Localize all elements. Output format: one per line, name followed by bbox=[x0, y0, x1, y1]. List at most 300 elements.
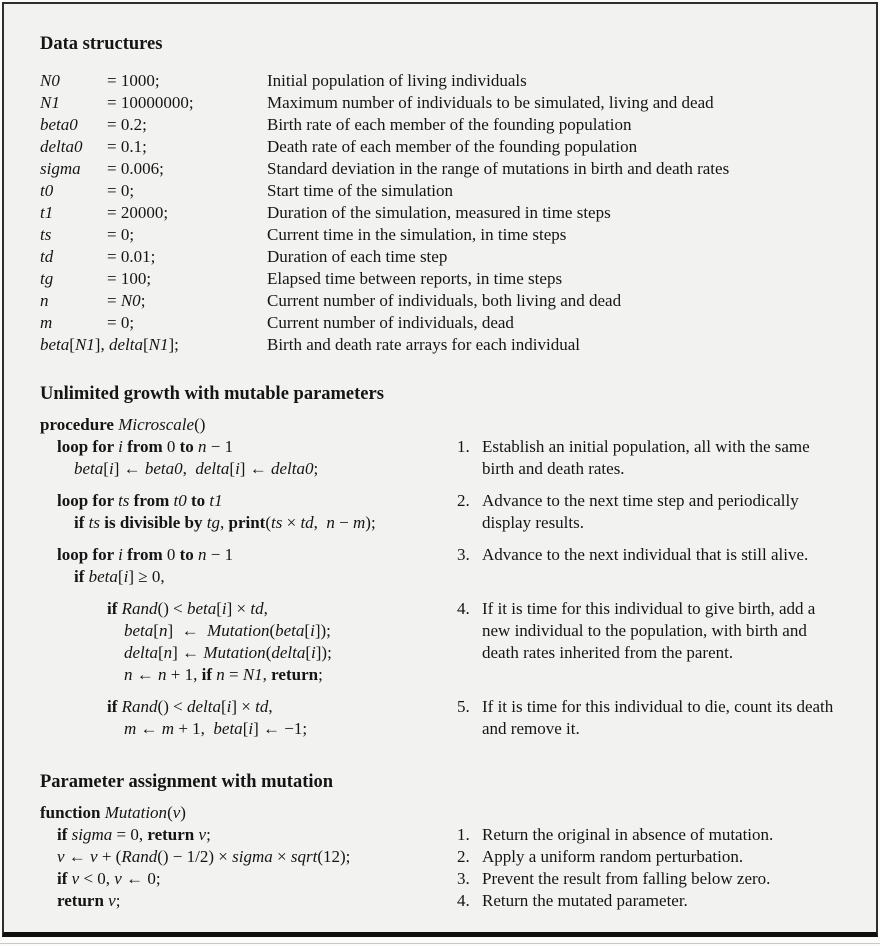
code-segment: loop for bbox=[57, 491, 119, 510]
algorithm-figure-frame bbox=[2, 2, 878, 937]
variable-name bbox=[40, 136, 107, 158]
code-lines bbox=[40, 436, 457, 480]
variable-cell bbox=[40, 158, 267, 180]
code-segment: = bbox=[224, 665, 243, 684]
code-line bbox=[40, 490, 457, 512]
code-block bbox=[40, 890, 842, 912]
code-segment: td bbox=[300, 513, 314, 532]
code-line bbox=[40, 846, 457, 868]
code-segment: i bbox=[118, 545, 123, 564]
variable-cell bbox=[40, 334, 267, 356]
code-line bbox=[40, 868, 457, 890]
code-segment: delta bbox=[186, 697, 221, 716]
annotation bbox=[457, 436, 842, 480]
variable-name bbox=[40, 202, 107, 224]
annotation-number: 1. bbox=[457, 825, 470, 844]
annotation bbox=[457, 490, 842, 534]
code-segment: tg bbox=[40, 269, 54, 288]
code-segment: N0 bbox=[40, 71, 60, 90]
code-segment: v bbox=[198, 825, 207, 844]
page-bottom-edge bbox=[0, 943, 880, 944]
code-segment: ( bbox=[265, 513, 271, 532]
table-row bbox=[40, 114, 842, 136]
variable-description: Maximum number of individuals to be simulated, living and dead bbox=[267, 93, 714, 112]
code-segment: , bbox=[182, 459, 196, 478]
code-column bbox=[40, 414, 457, 436]
code-segment: n bbox=[158, 621, 168, 640]
code-segment: is divisible by bbox=[99, 513, 207, 532]
code-segment: = 0.01; bbox=[107, 247, 156, 266]
code-segment: [ bbox=[153, 621, 159, 640]
code-segment: td bbox=[40, 247, 54, 266]
code-lines bbox=[40, 490, 457, 534]
code-block bbox=[40, 414, 842, 436]
code-line bbox=[40, 598, 457, 620]
code-segment: sigma bbox=[71, 825, 113, 844]
code-segment: delta0 bbox=[270, 459, 314, 478]
code-segment: i bbox=[118, 437, 123, 456]
code-segment: i bbox=[108, 459, 114, 478]
code-segment: , bbox=[262, 665, 272, 684]
data-structures-table bbox=[40, 70, 842, 356]
code-segment: − bbox=[334, 513, 354, 532]
code-lines bbox=[40, 890, 457, 912]
table-row bbox=[40, 246, 842, 268]
code-line bbox=[40, 436, 457, 458]
code-segment: from bbox=[122, 545, 167, 564]
code-segment: [ bbox=[304, 621, 311, 640]
code-line bbox=[40, 544, 457, 566]
code-segment: beta bbox=[124, 621, 154, 640]
code-segment: if bbox=[107, 697, 122, 716]
code-segment: Microscale bbox=[118, 415, 195, 434]
code-segment: sigma bbox=[40, 159, 81, 178]
code-segment: ]; bbox=[168, 335, 179, 354]
code-segment: ] ← bbox=[167, 621, 208, 640]
table-row bbox=[40, 70, 842, 92]
code-block bbox=[40, 846, 842, 868]
code-segment: beta bbox=[275, 621, 305, 640]
variable-cell bbox=[40, 202, 267, 224]
code-lines bbox=[40, 696, 457, 740]
code-segment: ts bbox=[88, 513, 100, 532]
code-segment: beta bbox=[40, 335, 70, 354]
code-line bbox=[40, 890, 457, 912]
code-column bbox=[40, 436, 457, 480]
variable-name bbox=[40, 334, 179, 356]
code-lines bbox=[40, 802, 457, 824]
code-line bbox=[40, 696, 457, 718]
code-segment: function bbox=[40, 803, 105, 822]
variable-value bbox=[107, 92, 194, 114]
code-segment: v bbox=[114, 869, 122, 888]
annotation-number: 4. bbox=[457, 891, 470, 910]
code-segment: = 0; bbox=[107, 313, 135, 332]
code-segment: beta bbox=[88, 567, 118, 586]
variable-value bbox=[107, 290, 145, 312]
code-segment: () < bbox=[157, 599, 187, 618]
code-segment: v bbox=[90, 847, 98, 866]
code-segment: n bbox=[40, 291, 49, 310]
code-segment: , bbox=[219, 513, 229, 532]
code-segment: ) bbox=[180, 803, 186, 822]
annotation-text: If it is time for this individual to give birth, add a new individual to the population, with birth and death rates inherited from the parent. bbox=[482, 599, 816, 662]
code-segment: i bbox=[310, 621, 315, 640]
variable-cell bbox=[40, 268, 267, 290]
code-line bbox=[40, 664, 457, 686]
code-segment: + ( bbox=[97, 847, 122, 866]
code-segment: N1 bbox=[148, 335, 169, 354]
variable-value bbox=[107, 114, 147, 136]
code-segment: ts bbox=[271, 513, 283, 532]
code-block bbox=[40, 436, 842, 480]
code-segment: ; bbox=[115, 891, 121, 910]
code-lines bbox=[40, 846, 457, 868]
code-segment: = 1000; bbox=[107, 71, 160, 90]
code-segment: i bbox=[311, 643, 316, 662]
code-segment: − 1 bbox=[206, 545, 234, 564]
code-segment: if bbox=[57, 825, 72, 844]
annotation bbox=[457, 868, 842, 890]
code-block bbox=[40, 598, 842, 686]
code-segment: 0 bbox=[166, 437, 176, 456]
code-segment: , bbox=[313, 513, 327, 532]
variable-value bbox=[107, 312, 134, 334]
code-segment: beta bbox=[213, 719, 243, 738]
code-segment: Mutation bbox=[104, 803, 168, 822]
annotation-text: Apply a uniform random perturbation. bbox=[482, 847, 744, 866]
code-segment: i bbox=[248, 719, 254, 738]
section-heading-microscale: Unlimited growth with mutable parameters bbox=[40, 384, 384, 404]
variable-description: Birth and death rate arrays for each individual bbox=[267, 335, 580, 354]
annotation bbox=[457, 696, 842, 740]
code-segment: ( bbox=[269, 621, 276, 640]
code-segment: = 0; bbox=[107, 181, 135, 200]
code-segment: i bbox=[235, 459, 240, 478]
section-heading-mutation: Parameter assignment with mutation bbox=[40, 772, 334, 792]
table-row bbox=[40, 92, 842, 114]
code-segment: delta bbox=[195, 459, 230, 478]
code-segment: × bbox=[272, 847, 291, 866]
code-segment: Rand bbox=[121, 697, 158, 716]
table-row bbox=[40, 202, 842, 224]
code-column bbox=[40, 846, 457, 868]
code-line bbox=[40, 718, 457, 740]
annotation bbox=[457, 846, 842, 868]
code-segment: if bbox=[201, 665, 217, 684]
code-segment: + 1, bbox=[174, 719, 214, 738]
code-segment: if bbox=[57, 869, 72, 888]
code-segment: td bbox=[255, 697, 269, 716]
code-segment: [ bbox=[216, 599, 222, 618]
table-row bbox=[40, 136, 842, 158]
code-segment: = 0, bbox=[112, 825, 148, 844]
variable-cell bbox=[40, 246, 267, 268]
code-line bbox=[40, 824, 457, 846]
code-segment: N0 bbox=[120, 291, 141, 310]
variable-cell bbox=[40, 92, 267, 114]
code-segment: ] ← bbox=[113, 459, 145, 478]
code-segment: ← bbox=[136, 719, 162, 738]
annotation bbox=[457, 824, 842, 846]
annotation-text: Advance to the next individual that is still alive. bbox=[482, 545, 809, 564]
code-lines bbox=[40, 414, 457, 436]
code-segment: 0 bbox=[166, 545, 176, 564]
code-segment: td bbox=[250, 599, 264, 618]
variable-name bbox=[40, 92, 107, 114]
variable-description: Death rate of each member of the founding population bbox=[267, 137, 638, 156]
annotation-number: 4. bbox=[457, 599, 470, 618]
variable-cell bbox=[40, 114, 267, 136]
code-segment: beta0 bbox=[40, 115, 78, 134]
code-segment: ]); bbox=[314, 621, 331, 640]
code-block bbox=[40, 490, 842, 534]
annotation-number: 2. bbox=[457, 491, 470, 510]
code-segment: procedure bbox=[40, 415, 119, 434]
code-lines bbox=[40, 544, 457, 588]
variable-value bbox=[107, 202, 168, 224]
code-block bbox=[40, 544, 842, 588]
code-segment: [ bbox=[103, 459, 109, 478]
annotation bbox=[457, 890, 842, 912]
code-segment: v bbox=[108, 891, 116, 910]
mutation-section bbox=[40, 770, 842, 912]
code-segment: n bbox=[124, 665, 133, 684]
code-segment: ], bbox=[94, 335, 109, 354]
code-segment: m bbox=[124, 719, 137, 738]
annotation-number: 5. bbox=[457, 697, 470, 716]
code-segment: return bbox=[147, 825, 199, 844]
code-column bbox=[40, 868, 457, 890]
code-segment: to bbox=[175, 437, 199, 456]
code-block bbox=[40, 824, 842, 846]
code-segment: return bbox=[57, 891, 109, 910]
annotation-text: Return the original in absence of mutation. bbox=[482, 825, 774, 844]
code-column bbox=[40, 598, 457, 686]
code-segment: ( bbox=[265, 643, 272, 662]
code-column bbox=[40, 890, 457, 912]
code-segment: ← bbox=[64, 847, 91, 866]
annotation-text: Advance to the next time step and periodically display results. bbox=[482, 491, 799, 532]
code-segment: from bbox=[122, 437, 167, 456]
code-segment: [ bbox=[242, 719, 249, 738]
code-segment: = 0.1; bbox=[107, 137, 147, 156]
table-row bbox=[40, 180, 842, 202]
section-heading-data-structures: Data structures bbox=[40, 34, 163, 54]
code-segment: Rand bbox=[121, 599, 158, 618]
code-segment: × bbox=[282, 513, 301, 532]
code-segment: ; bbox=[140, 291, 146, 310]
code-segment: to bbox=[186, 491, 210, 510]
code-segment: () − 1/2) × bbox=[157, 847, 233, 866]
code-segment: = 0.006; bbox=[107, 159, 164, 178]
code-segment: loop for bbox=[57, 437, 119, 456]
variable-name bbox=[40, 114, 107, 136]
variable-name bbox=[40, 312, 107, 334]
code-segment: tg bbox=[206, 513, 220, 532]
microscale-section bbox=[40, 382, 842, 740]
code-segment: ] ← −1; bbox=[253, 719, 308, 738]
code-segment: i bbox=[226, 697, 232, 716]
code-segment: beta bbox=[74, 459, 104, 478]
code-block bbox=[40, 868, 842, 890]
code-segment: ts bbox=[118, 491, 130, 510]
code-column bbox=[40, 824, 457, 846]
code-segment: m bbox=[353, 513, 366, 532]
code-segment: ( bbox=[167, 803, 173, 822]
code-segment: [ bbox=[69, 335, 75, 354]
code-segment: m bbox=[40, 313, 53, 332]
code-segment: i bbox=[123, 567, 129, 586]
code-segment: delta bbox=[271, 643, 306, 662]
annotation-number: 3. bbox=[457, 869, 470, 888]
variable-description: Start time of the simulation bbox=[267, 181, 454, 200]
mutation-code-blocks bbox=[40, 802, 842, 912]
variable-cell bbox=[40, 136, 267, 158]
code-segment: i bbox=[221, 599, 227, 618]
table-row bbox=[40, 224, 842, 246]
annotation-number: 2. bbox=[457, 847, 470, 866]
code-segment: ] ← bbox=[172, 643, 204, 662]
code-segment: ts bbox=[40, 225, 52, 244]
code-segment: [ bbox=[220, 697, 227, 716]
code-segment: Mutation bbox=[207, 621, 270, 640]
code-segment: print bbox=[228, 513, 266, 532]
code-segment: n bbox=[198, 545, 207, 564]
code-segment: ); bbox=[365, 513, 376, 532]
code-lines bbox=[40, 868, 457, 890]
annotation-number: 3. bbox=[457, 545, 470, 564]
code-segment: [ bbox=[229, 459, 236, 478]
table-row bbox=[40, 334, 842, 356]
code-segment: delta bbox=[124, 643, 158, 662]
variable-value bbox=[107, 268, 151, 290]
variable-value bbox=[107, 158, 164, 180]
variable-description: Current time in the simulation, in time steps bbox=[267, 225, 567, 244]
code-column bbox=[40, 490, 457, 534]
annotation-text: If it is time for this individual to die, count its death and remove it. bbox=[482, 697, 834, 738]
code-segment: N1 bbox=[242, 665, 263, 684]
code-segment: n bbox=[326, 513, 335, 532]
code-segment: = 0; bbox=[107, 225, 135, 244]
variable-name bbox=[40, 180, 107, 202]
data-structures-section bbox=[40, 32, 842, 356]
variable-description: Current number of individuals, dead bbox=[267, 313, 514, 332]
code-segment: ] × bbox=[226, 599, 251, 618]
code-segment: − 1 bbox=[206, 437, 234, 456]
code-lines bbox=[40, 824, 457, 846]
code-segment: if bbox=[74, 513, 89, 532]
table-row bbox=[40, 290, 842, 312]
code-line bbox=[40, 414, 457, 436]
code-segment: beta bbox=[186, 599, 217, 618]
code-line bbox=[40, 802, 457, 824]
code-line bbox=[40, 620, 457, 642]
code-segment: from bbox=[129, 491, 174, 510]
code-line bbox=[40, 458, 457, 480]
annotation bbox=[457, 598, 842, 664]
code-line bbox=[40, 566, 457, 588]
code-segment: v bbox=[57, 847, 65, 866]
code-segment: ← bbox=[132, 665, 158, 684]
code-column bbox=[40, 544, 457, 588]
code-segment: t0 bbox=[40, 181, 54, 200]
code-segment: Rand bbox=[121, 847, 158, 866]
variable-cell bbox=[40, 290, 267, 312]
code-segment: = 20000; bbox=[107, 203, 169, 222]
code-segment: = 100; bbox=[107, 269, 152, 288]
variable-cell bbox=[40, 70, 267, 92]
code-segment: n bbox=[158, 665, 167, 684]
code-segment: n bbox=[216, 665, 225, 684]
variable-value bbox=[107, 224, 134, 246]
code-lines bbox=[40, 598, 457, 686]
code-line bbox=[40, 512, 457, 534]
code-segment: ] × bbox=[231, 697, 256, 716]
code-segment: () bbox=[194, 415, 206, 434]
variable-cell bbox=[40, 180, 267, 202]
variable-description: Elapsed time between reports, in time steps bbox=[267, 269, 563, 288]
variable-description: Standard deviation in the range of mutations in birth and death rates bbox=[267, 159, 730, 178]
variable-description: Duration of each time step bbox=[267, 247, 448, 266]
variable-cell bbox=[40, 312, 267, 334]
code-block bbox=[40, 802, 842, 824]
code-segment: return bbox=[271, 665, 319, 684]
variable-name bbox=[40, 268, 107, 290]
annotation bbox=[457, 544, 842, 566]
variable-name bbox=[40, 70, 107, 92]
annotation-text: Prevent the result from falling below zero. bbox=[482, 869, 771, 888]
variable-description: Birth rate of each member of the founding population bbox=[267, 115, 632, 134]
variable-cell bbox=[40, 224, 267, 246]
variable-name bbox=[40, 158, 107, 180]
variable-name bbox=[40, 246, 107, 268]
code-segment: () < bbox=[157, 697, 187, 716]
annotation-number: 1. bbox=[457, 437, 470, 456]
code-segment: m bbox=[161, 719, 175, 738]
code-segment: [ bbox=[158, 643, 164, 662]
table-row bbox=[40, 158, 842, 180]
code-segment: + 1, bbox=[166, 665, 202, 684]
code-segment: t1 bbox=[40, 203, 54, 222]
code-segment: beta0 bbox=[144, 459, 183, 478]
code-segment: n bbox=[163, 643, 173, 662]
annotation-text: Establish an initial population, all with the same birth and death rates. bbox=[482, 437, 810, 478]
code-segment: N1 bbox=[74, 335, 95, 354]
code-segment: = bbox=[107, 291, 121, 310]
code-segment: = 0.2; bbox=[107, 115, 147, 134]
code-segment: Mutation bbox=[203, 643, 266, 662]
variable-value bbox=[107, 246, 155, 268]
code-segment: ; bbox=[206, 825, 211, 844]
code-segment: ; bbox=[318, 665, 323, 684]
variable-description: Duration of the simulation, measured in time steps bbox=[267, 203, 611, 222]
variable-description: Initial population of living individuals bbox=[267, 71, 527, 90]
code-segment: N1 bbox=[40, 93, 60, 112]
variable-value bbox=[107, 70, 160, 92]
code-column bbox=[40, 802, 457, 824]
variable-name bbox=[40, 224, 107, 246]
code-segment: < 0, bbox=[79, 869, 115, 888]
code-segment: sigma bbox=[232, 847, 273, 866]
code-block bbox=[40, 696, 842, 740]
code-segment: t1 bbox=[209, 491, 223, 510]
microscale-code-blocks bbox=[40, 414, 842, 740]
variable-value bbox=[107, 136, 147, 158]
code-segment: sqrt bbox=[290, 847, 318, 866]
code-segment: v bbox=[172, 803, 181, 822]
code-segment: , bbox=[263, 599, 268, 618]
